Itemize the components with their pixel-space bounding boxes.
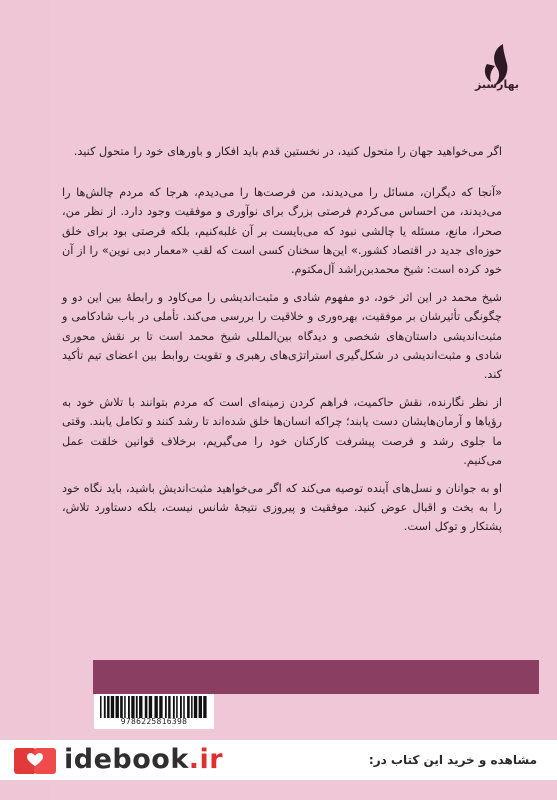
barcode-bar: [104, 696, 106, 718]
barcode-bar: [199, 696, 202, 718]
barcode-bar: [165, 696, 167, 718]
barcode-bars: [100, 696, 208, 718]
summary-paragraph: شیخ محمد در این اثر خود، دو مفهوم شادی و مثبت‌اندیشی را می‌کاود و رابطهٔ بین این دو و چگونگی تأثیرشان بر موفقیت، بهره‌وری و خلاقیت را بررسی می‌کند. تأملی در باب شادکامی و مثبت‌اندیشی داستان‌های شخصی و دیدگاه بین‌المللی شیخ محمد است تا بر نقش محوری شادی و مثبت‌اندیشی در شکل‌گیری استراتژی‌های رهبری و تقویت روابط بین اعضای تیم تأکید کند.: [62, 291, 502, 382]
isbn-number: 9786225816398: [120, 717, 188, 726]
brand-domain: ook: [132, 744, 189, 775]
barcode-bar: [149, 696, 152, 718]
publisher-logo-text: بهارسبز: [474, 78, 519, 91]
site-brand[interactable]: [64, 744, 223, 775]
barcode-bar: [173, 696, 175, 718]
isbn-barcode: [94, 694, 214, 729]
footer-caption: مشاهده و خرید این کتاب در:: [368, 753, 537, 767]
barcode-bar: [159, 696, 162, 718]
barcode-bar: [107, 696, 109, 718]
barcode-bar: [154, 696, 157, 718]
barcode-bar: [194, 696, 197, 718]
barcode-bar: [128, 696, 130, 718]
barcode-bar: [191, 696, 193, 718]
barcode-bar: [176, 696, 178, 718]
quote-paragraph: «آنجا که دیگران، مسائل را می‌دیدند، من فرصت‌ها را می‌دیدم، هرجا که مردم چالش‌ها را می‌دیدند، من احساس می‌کردم فرصتی بزرگ برای نوآوری و موفقیت وجود دارد. از نظر من، صحرا، مانع، مسئله یا چالشی نبود که می‌بایست بر آن غلبه‌کنیم، بلکه فرصتی بود برای خلق حوزه‌ای جدید در اقتصاد کشور.» این‌ها سخنان کسی است که لقب «معمار دبی نوین» را از آن خود کرده است: شیخ محمدبن‌راشد آل‌مکتوم.: [62, 186, 502, 277]
barcode-bar: [131, 696, 134, 718]
barcode-bar: [187, 696, 190, 718]
barcode-bar: [145, 696, 148, 718]
barcode-bar: [180, 696, 182, 718]
barcode-bar: [120, 696, 123, 718]
advice-paragraph: او به جوانان و نسل‌های آینده توصیه می‌کند که اگر می‌خواهید مثبت‌اندیش باشید، باید نگاه خود را به بخت و اقبال عوض کنید. موفقیت و پیروزی نتیجهٔ شانس نیست، بلکه دستاورد تلاش، پشتکار و توکل است.: [62, 482, 502, 534]
barcode-bar: [136, 696, 138, 718]
footer-banner[interactable]: [0, 740, 557, 780]
brand-tld: .ir: [188, 744, 224, 775]
barcode-bar: [124, 696, 126, 718]
barcode-bar: [203, 696, 206, 718]
cover-spine-edge: [0, 0, 50, 800]
barcode-bar: [183, 696, 185, 718]
brand-name: ideb: [64, 744, 133, 775]
accent-bar: [93, 660, 539, 694]
barcode-bar: [116, 696, 119, 718]
barcode-bar: [139, 696, 142, 718]
barcode-bar: [168, 696, 170, 718]
book-heart-icon: [10, 742, 60, 778]
back-cover-text: [62, 142, 502, 546]
intro-paragraph: اگر می‌خواهید جهان را متحول کنید، در نخستین قدم باید افکار و باورهای خود را متحول کنید.: [73, 145, 502, 158]
barcode-bar: [100, 696, 102, 718]
barcode-bar: [111, 696, 114, 718]
author-view-paragraph: از نظر نگارنده، نقش حاکمیت، فراهم کردن زمینه‌ای است که مردم بتوانند با تلاش خود به رؤیاها و آرمان‌هایشان دست یابند؛ چراکه انسان‌ها خلق شده‌اند تا رشد کنند و تکامل یابند. وقتی ما جلوی رشد و فرصت پیشرفت کارکنان خود را می‌گیریم، برخلاف قوانین خلقت عمل می‌کنیم.: [62, 396, 502, 467]
